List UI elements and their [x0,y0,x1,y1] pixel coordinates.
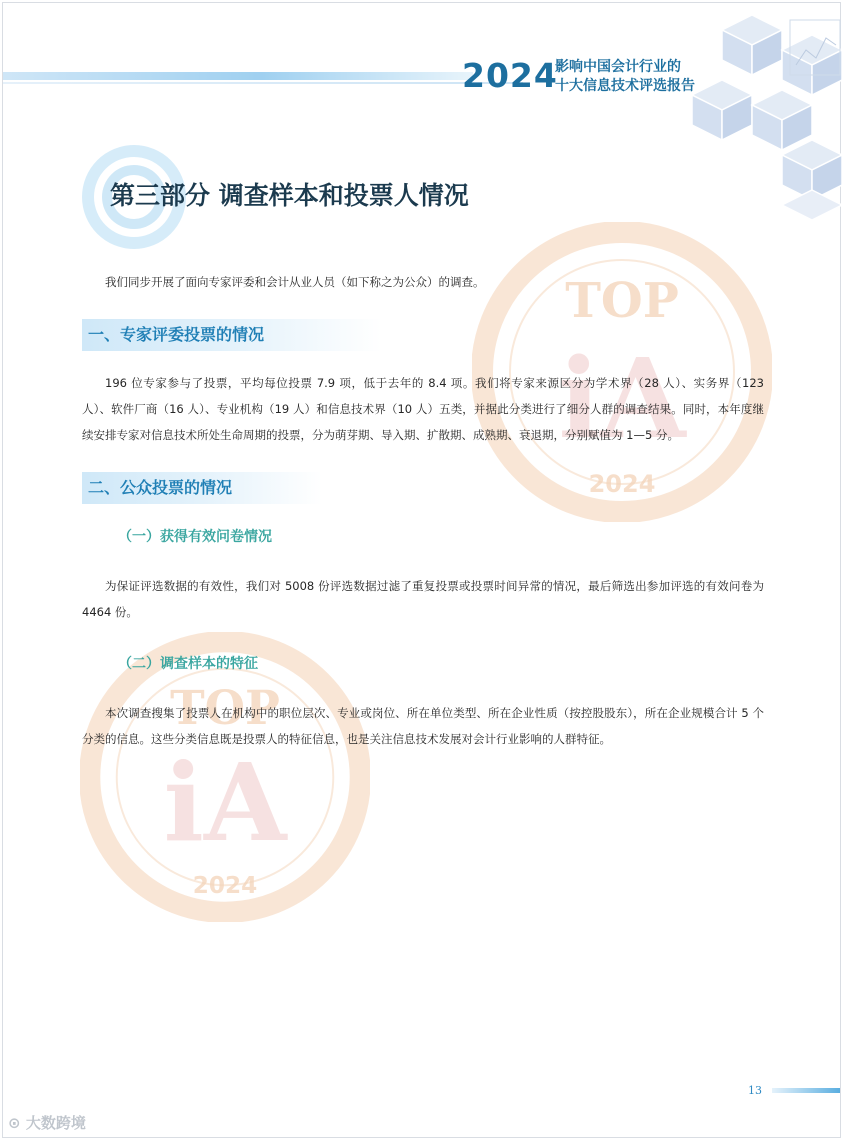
expert-voting-paragraph: 196 位专家参与了投票，平均每位投票 7.9 项，低于去年的 8.4 项。我们将专家来源区分为学术界（28 人）、实务界（123 人）、软件厂商（16 人）、专业机构（19 人）和信息技术界（10 人）五类，并据此分类进行了细分人群的调查结果。同时，本年度继续安排专家对信息技术所处生命周期的投票，分为萌芽期、导入期、扩散期、成熟期、衰退期，分别赋值为 1—5 分。 [82,376,764,442]
report-title [555,58,695,96]
section-title: 第三部分 调查样本和投票人情况 [110,181,469,210]
footer-logo-icon: ⊙ [8,1114,21,1132]
watermark-lower-year: 2024 [192,872,258,899]
intro-paragraph: 我们同步开展了面向专家评委和会计从业人员（如下称之为公众）的调查。 [105,275,485,289]
valid-questionnaires-paragraph: 为保证评选数据的有效性，我们对 5008 份评选数据过滤了重复投票或投票时间异常的情况，最后筛选出参加评选的有效问卷为 4464 份。 [82,579,764,619]
sample-characteristics-paragraph: 本次调查搜集了投票人在机构中的职位层次、专业或岗位、所在单位类型、所在企业性质（按控股股东），所在企业规模合计 5 个分类的信息。这些分类信息既是投票人的特征信息，也是关注信息技术发展对会计行业影响的人群特征。 [82,706,764,746]
report-title-line1: 影响中国会计行业的 [555,59,681,75]
report-year: 2024 [462,56,558,95]
watermark-lower-top-text: TOP [170,679,280,735]
header-accent-bar [3,72,473,80]
footer-logo [8,1112,86,1133]
heading-expert-voting: 一、专家评委投票的情况 [82,319,382,351]
report-title-line2: 十大信息技术评选报告 [555,78,695,94]
footer-logo-text: 大数跨境 [25,1114,86,1132]
watermark-top-text: TOP [565,273,679,329]
watermark-lower-letters: iA [163,740,287,866]
heading-sample-characteristics: （二）调查样本的特征 [118,656,258,672]
top-ia-watermark-lower-icon [80,632,370,922]
heading-public-voting: 二、公众投票的情况 [82,472,322,504]
watermark-letters: iA [558,334,686,463]
page-number: 13 [748,1084,762,1097]
header-accent-line [3,82,523,84]
watermark-year: 2024 [588,470,656,498]
cube-decoration-icon [692,10,842,230]
page-number-bar [772,1088,840,1093]
heading-valid-questionnaires: （一）获得有效问卷情况 [118,529,272,545]
